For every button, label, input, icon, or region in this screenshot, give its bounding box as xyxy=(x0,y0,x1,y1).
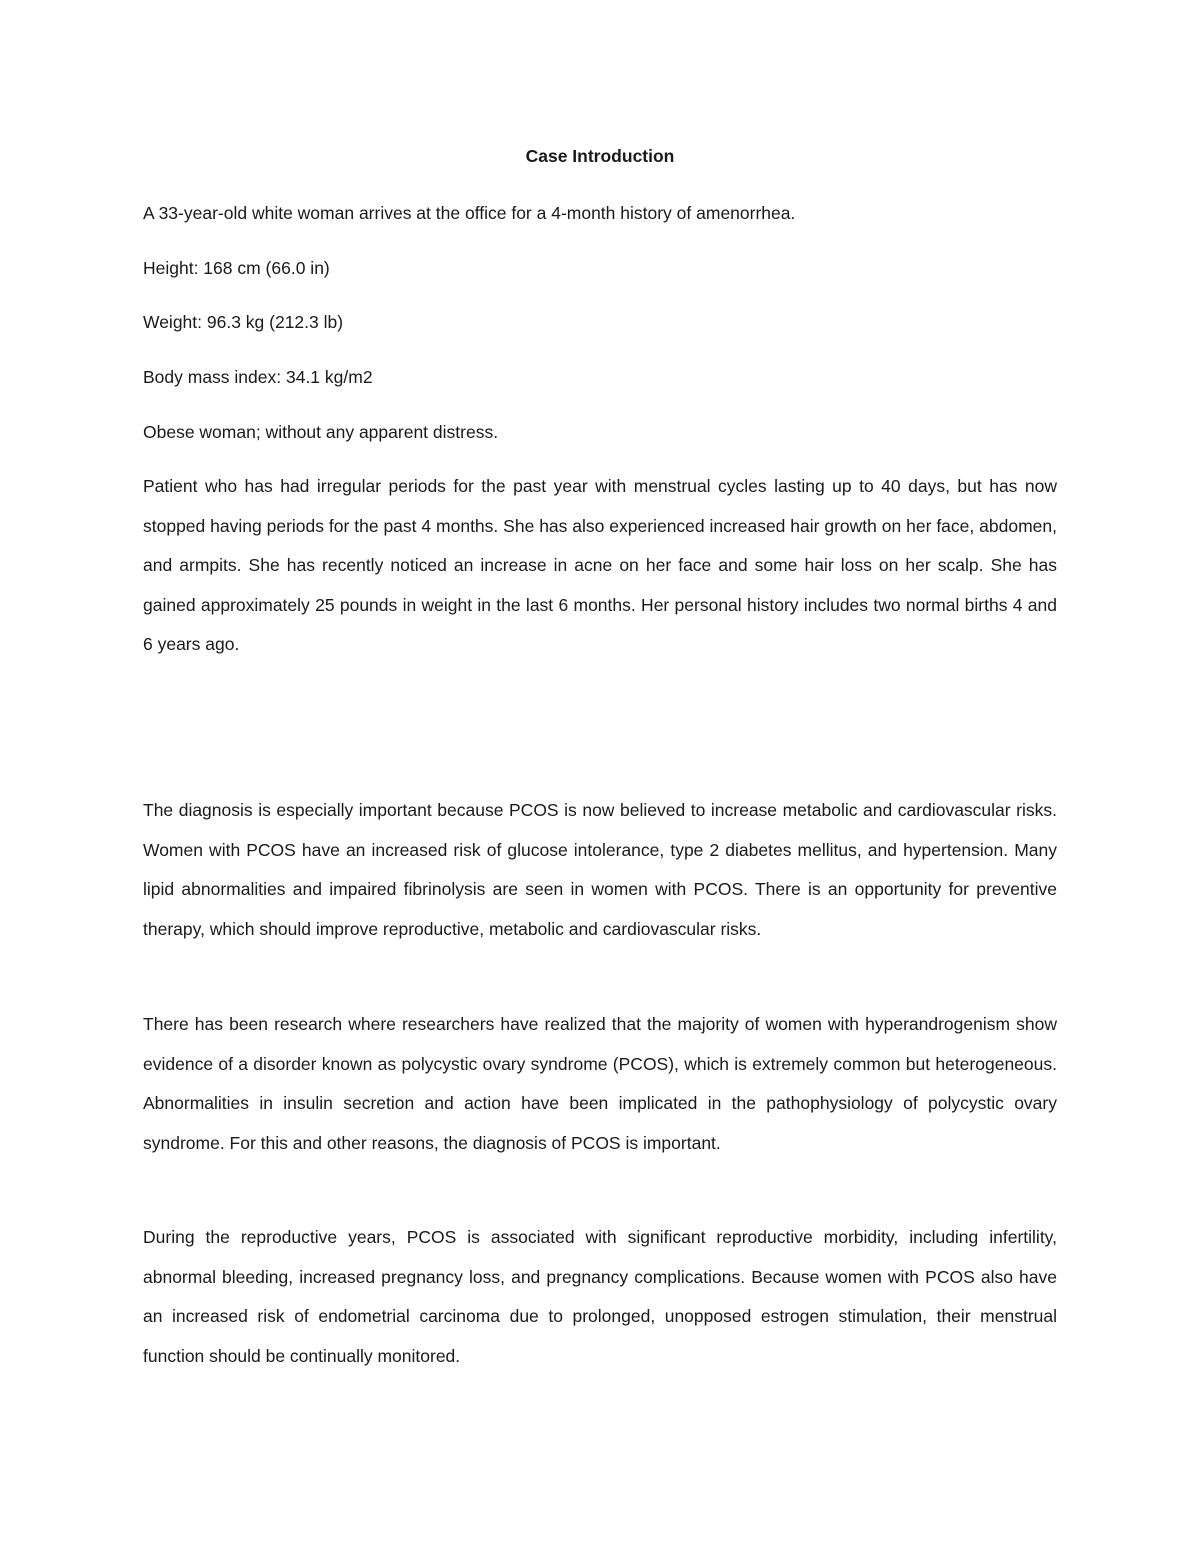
patient-history-paragraph: Patient who has had irregular periods for the past year with menstrual cycles lasting up to 40 days, but has now stopped having periods for the past 4 months. She has also experienced increased hair growth on her face, abdomen, and armpits. She has recently noticed an increase in acne on her face and some hair loss on her scalp. She has gained approximately 25 pounds in weight in the last 6 months. Her personal history includes two normal births 4 and 6 years ago. xyxy=(143,476,1057,654)
height-line: Height: 168 cm (66.0 in) xyxy=(143,258,330,278)
appearance-line: Obese woman; without any apparent distress. xyxy=(143,422,499,442)
bmi-line: Body mass index: 34.1 kg/m2 xyxy=(143,367,373,387)
research-paragraph: There has been research where researchers have realized that the majority of women with hyperandrogenism show evidence of a disorder known as polycystic ovary syndrome (PCOS), which is extremely common but heterogeneous. Abnormalities in insulin secretion and action have been implicated in the pathophysiology of polycystic ovary syndrome. For this and other reasons, the diagnosis of PCOS is important. xyxy=(143,1014,1057,1153)
weight-line: Weight: 96.3 kg (212.3 lb) xyxy=(143,312,344,332)
case-intro-line: A 33-year-old white woman arrives at the office for a 4-month history of amenorrhea. xyxy=(143,203,796,223)
document-title: Case Introduction xyxy=(525,146,675,166)
reproductive-years-paragraph: During the reproductive years, PCOS is associated with significant reproductive morbidity, including infertility, abnormal bleeding, increased pregnancy loss, and pregnancy complications. Because women with PCOS also have an increased risk of endometrial carcinoma due to prolonged, unopposed estrogen stimulation, their menstrual function should be continually monitored. xyxy=(143,1227,1057,1366)
diagnosis-importance-paragraph: The diagnosis is especially important because PCOS is now believed to increase metabolic and cardiovascular risks. Women with PCOS have an increased risk of glucose intolerance, type 2 diabetes mellitus, and hypertension. Many lipid abnormalities and impaired fibrinolysis are seen in women with PCOS. There is an opportunity for preventive therapy, which should improve reproductive, metabolic and cardiovascular risks. xyxy=(143,800,1057,939)
